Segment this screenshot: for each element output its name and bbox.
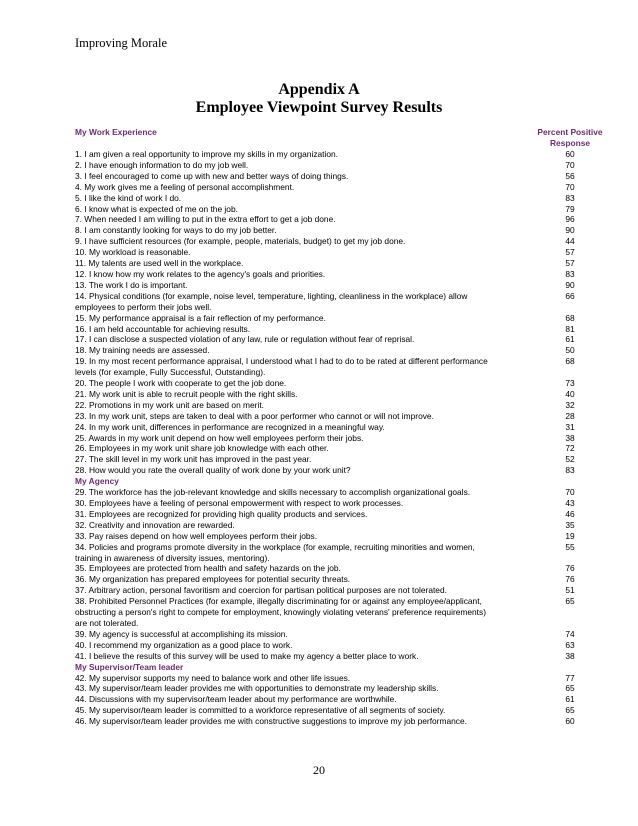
table-row [75, 182, 625, 193]
table-row [75, 334, 625, 345]
question-text: 40. I recommend my organization as a good place to work. [75, 639, 293, 650]
table-row [75, 291, 625, 313]
table-row [75, 454, 625, 465]
percent-value: 60 [565, 716, 575, 727]
percent-value: 73 [565, 378, 575, 389]
percent-value: 90 [565, 225, 575, 236]
table-row [75, 345, 625, 356]
question-text: 14. Physical conditions (for example, noise level, temperature, lighting, cleanliness in the workplace) allow employees to perform their jobs well. [75, 290, 468, 312]
table-row [75, 247, 625, 258]
table-row [75, 171, 625, 182]
table-row [75, 520, 625, 531]
percent-value: 76 [565, 563, 575, 574]
section-heading: My Supervisor/Team leader [75, 661, 184, 672]
question-text: 32. Creativity and innovation are rewarded. [75, 519, 235, 530]
percent-value: 72 [565, 443, 575, 454]
section-heading-work-experience: My Work Experience [75, 127, 157, 137]
question-text: 46. My supervisor/team leader provides me with constructive suggestions to improve my job performance. [75, 716, 467, 727]
question-text: 3. I feel encouraged to come up with new and better ways of doing things. [75, 170, 349, 181]
table-row [75, 673, 625, 684]
question-text: 11. My talents are used well in the workplace. [75, 258, 244, 269]
table-row [75, 160, 625, 171]
percent-value: 79 [565, 203, 575, 214]
percent-value: 70 [565, 181, 575, 192]
table-row [75, 542, 625, 564]
table-row [75, 433, 625, 444]
table-row [75, 225, 625, 236]
title-block [0, 81, 638, 117]
question-text: 1. I am given a real opportunity to improve my skills in my organization. [75, 149, 338, 159]
question-text: 9. I have sufficient resources (for example, people, materials, budget) to get my job done. [75, 236, 406, 247]
percent-value: 40 [565, 388, 575, 399]
percent-value: 57 [565, 247, 575, 258]
question-text: 37. Arbitrary action, personal favoritism and coercion for partisan political purposes are not tolerated. [75, 585, 447, 596]
table-row [75, 324, 625, 335]
percent-value: 32 [565, 399, 575, 410]
percent-positive-header [515, 127, 625, 149]
table-row [75, 531, 625, 542]
question-text: 2. I have enough information to do my job well. [75, 159, 249, 170]
percent-value: 74 [565, 628, 575, 639]
table-row [75, 563, 625, 574]
percent-value: 63 [565, 639, 575, 650]
question-text: 36. My organization has prepared employees for potential security threats. [75, 574, 351, 585]
table-row [75, 411, 625, 422]
percent-value: 38 [565, 650, 575, 661]
percent-value: 38 [565, 432, 575, 443]
question-text: 7. When needed I am willing to put in the extra effort to get a job done. [75, 214, 336, 225]
percent-value: 60 [565, 149, 575, 159]
question-text: 39. My agency is successful at accomplishing its mission. [75, 628, 288, 639]
question-text: 31. Employees are recognized for providing high quality products and services. [75, 508, 368, 519]
percent-header-line1: Percent Positive [537, 127, 603, 137]
question-text: 10. My workload is reasonable. [75, 247, 191, 258]
table-row [75, 443, 625, 454]
percent-value: 77 [565, 672, 575, 683]
percent-value: 66 [565, 290, 575, 301]
table-row [75, 313, 625, 324]
question-text: 17. I can disclose a suspected violation of any law, rule or regulation without fear of reprisal. [75, 334, 415, 345]
percent-value: 28 [565, 410, 575, 421]
table-row [75, 651, 625, 662]
question-text: 34. Policies and programs promote diversity in the workplace (for example, recruiting minorities and women, training in awareness of diversity issues, mentoring). [75, 541, 475, 563]
percent-value: 65 [565, 705, 575, 716]
question-text: 38. Prohibited Personnel Practices (for example, illegally discriminating for or against any employee/applicant, obstructing a person's right to compete for employment, knowingly violating veterans' preference requirements) are not tolerated. [75, 596, 486, 628]
percent-value: 68 [565, 356, 575, 367]
question-text: 27. The skill level in my work unit has improved in the past year. [75, 454, 312, 465]
question-text: 24. In my work unit, differences in performance are recognized in a meaningful way. [75, 421, 385, 432]
percent-value: 76 [565, 574, 575, 585]
percent-value: 83 [565, 268, 575, 279]
table-row [75, 193, 625, 204]
percent-value: 96 [565, 214, 575, 225]
survey-table [75, 149, 625, 727]
table-row [75, 574, 625, 585]
question-text: 42. My supervisor supports my need to balance work and other life issues. [75, 672, 351, 683]
percent-header-line2: Response [549, 137, 591, 148]
running-header: Improving Morale [75, 36, 167, 50]
question-text: 6. I know what is expected of me on the job. [75, 203, 238, 214]
table-row [75, 280, 625, 291]
question-text: 21. My work unit is able to recruit people with the right skills. [75, 388, 298, 399]
question-text: 25. Awards in my work unit depend on how well employees perform their jobs. [75, 432, 364, 443]
table-row [75, 640, 625, 651]
table-row [75, 487, 625, 498]
table-row [75, 269, 625, 280]
percent-value: 65 [565, 596, 575, 607]
percent-value: 65 [565, 683, 575, 694]
table-row [75, 258, 625, 269]
page-number: 20 [313, 763, 325, 777]
question-text: 16. I am held accountable for achieving results. [75, 323, 251, 334]
table-row [75, 498, 625, 509]
table-row [75, 400, 625, 411]
table-row [75, 149, 625, 160]
table-row [75, 705, 625, 716]
question-text: 23. In my work unit, steps are taken to deal with a poor performer who cannot or will not improve. [75, 410, 434, 421]
table-row [75, 629, 625, 640]
table-row [75, 356, 625, 378]
question-text: 8. I am constantly looking for ways to do my job better. [75, 225, 277, 236]
survey-title: Employee Viewpoint Survey Results [195, 99, 443, 116]
percent-value: 31 [565, 421, 575, 432]
question-text: 4. My work gives me a feeling of personal accomplishment. [75, 181, 295, 192]
percent-value: 51 [565, 585, 575, 596]
section-heading: My Agency [75, 476, 119, 487]
percent-value: 70 [565, 487, 575, 498]
percent-value: 43 [565, 498, 575, 508]
question-text: 12. I know how my work relates to the agency's goals and priorities. [75, 268, 326, 279]
percent-value: 50 [565, 345, 575, 356]
question-text: 30. Employees have a feeling of personal empowerment with respect to work processes. [75, 498, 404, 508]
percent-value: 83 [565, 192, 575, 203]
percent-value: 55 [565, 541, 575, 552]
percent-value: 46 [565, 508, 575, 519]
percent-value: 56 [565, 170, 575, 181]
table-row [75, 236, 625, 247]
percent-value: 70 [565, 159, 575, 170]
table-row [75, 694, 625, 705]
question-text: 33. Pay raises depend on how well employees perform their jobs. [75, 530, 318, 541]
percent-value: 68 [565, 312, 575, 323]
percent-value: 57 [565, 258, 575, 269]
question-text: 15. My performance appraisal is a fair reflection of my performance. [75, 312, 326, 323]
question-text: 29. The workforce has the job-relevant knowledge and skills necessary to accomplish organizational goals. [75, 487, 471, 498]
percent-value: 83 [565, 465, 575, 476]
question-text: 28. How would you rate the overall quality of work done by your work unit? [75, 465, 351, 476]
appendix-title: Appendix A [278, 81, 360, 98]
question-text: 35. Employees are protected from health and safety hazards on the job. [75, 563, 341, 574]
percent-value: 61 [565, 694, 575, 705]
table-row [75, 389, 625, 400]
percent-value: 35 [565, 519, 575, 530]
percent-value: 19 [565, 530, 575, 541]
table-header [75, 127, 625, 148]
question-text: 13. The work I do is important. [75, 279, 188, 290]
question-text: 20. The people I work with cooperate to get the job done. [75, 378, 287, 389]
table-row [75, 465, 625, 476]
question-text: 26. Employees in my work unit share job knowledge with each other. [75, 443, 329, 454]
question-text: 43. My supervisor/team leader provides me with opportunities to demonstrate my leadership skills. [75, 683, 439, 694]
table-row [75, 716, 625, 727]
percent-value: 81 [565, 323, 575, 334]
percent-value: 90 [565, 279, 575, 290]
question-text: 41. I believe the results of this survey will be used to make my agency a better place to work. [75, 650, 419, 661]
percent-value: 52 [565, 454, 575, 465]
percent-value: 61 [565, 334, 575, 345]
table-row [75, 509, 625, 520]
table-row [75, 596, 625, 629]
table-row [75, 585, 625, 596]
table-row [75, 214, 625, 225]
table-row [75, 378, 625, 389]
table-row [75, 683, 625, 694]
question-text: 22. Promotions in my work unit are based on merit. [75, 399, 264, 410]
question-text: 45. My supervisor/team leader is committed to a workforce representative of all segments of society. [75, 705, 446, 716]
table-row [75, 422, 625, 433]
percent-value: 44 [565, 236, 575, 247]
question-text: 44. Discussions with my supervisor/team leader about my performance are worthwhile. [75, 694, 397, 705]
question-text: 5. I like the kind of work I do. [75, 192, 182, 203]
question-text: 18. My training needs are assessed. [75, 345, 210, 356]
question-text: 19. In my most recent performance appraisal, I understood what I had to do to be rated at different performance levels (for example, Fully Successful, Outstanding). [75, 356, 488, 378]
table-row [75, 204, 625, 215]
